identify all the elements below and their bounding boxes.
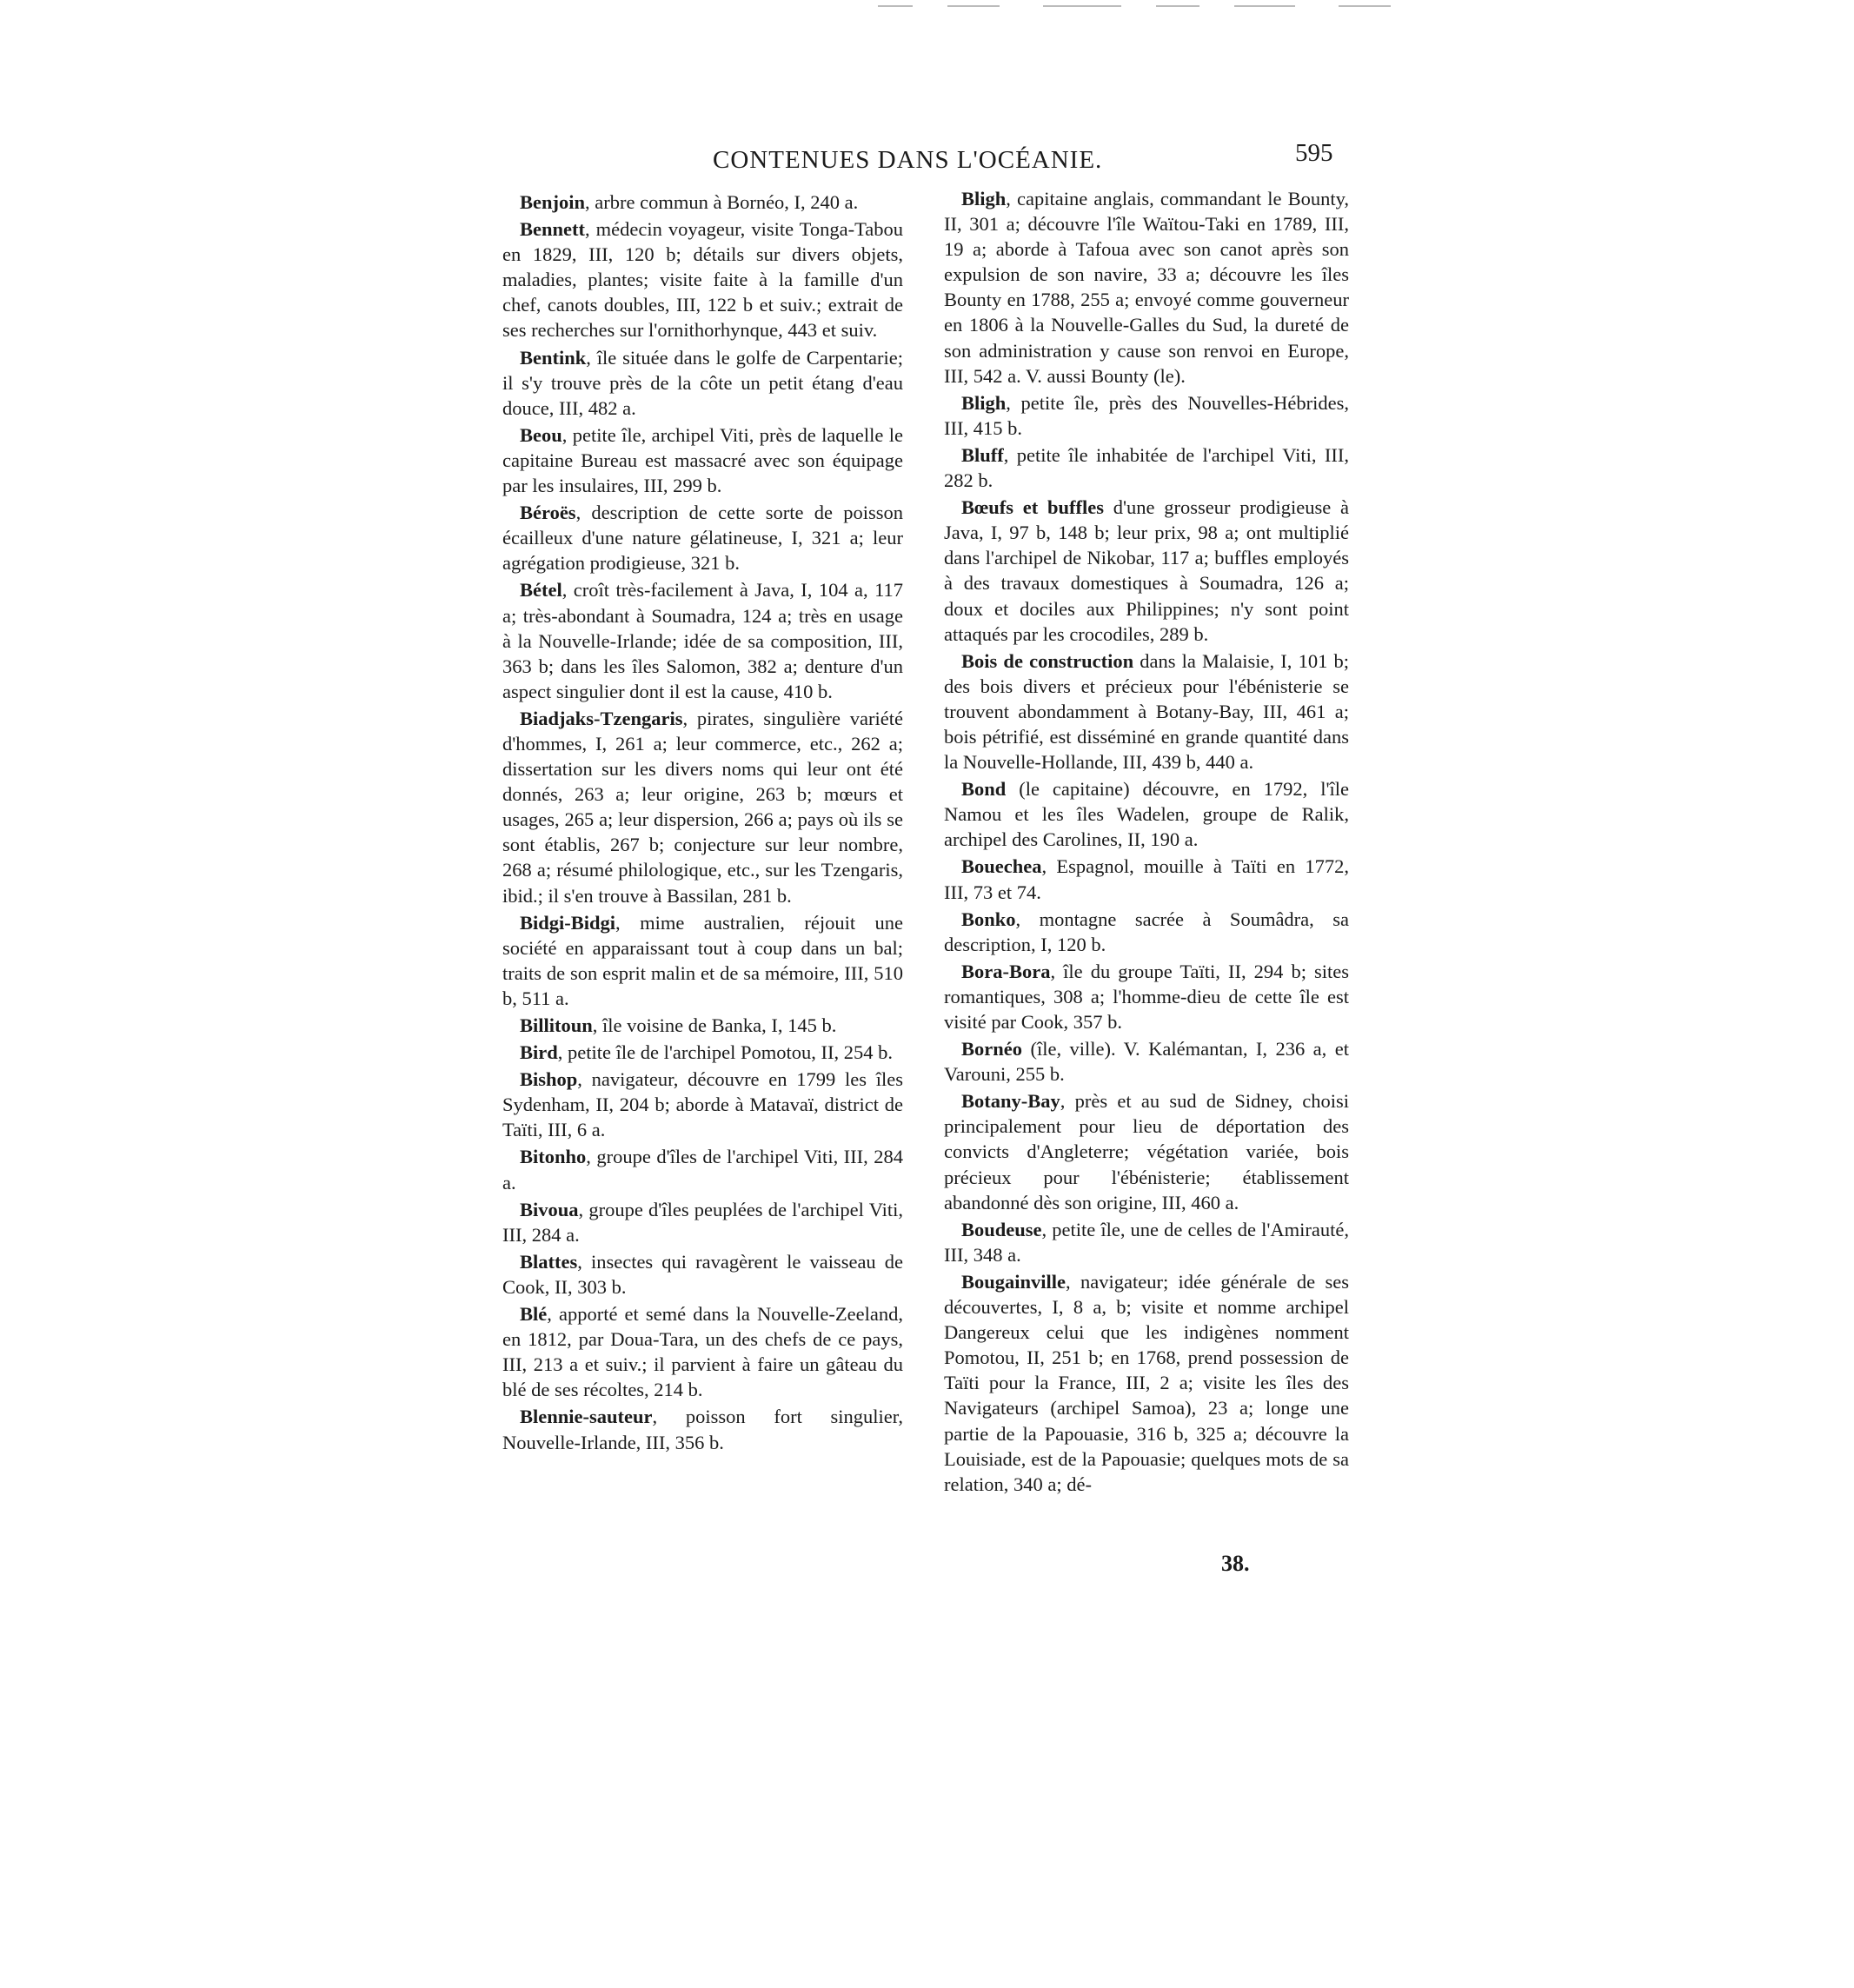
index-entry	[502, 1013, 903, 1038]
index-term: Billitoun	[520, 1014, 593, 1036]
index-entry	[944, 776, 1349, 852]
index-entry	[502, 1301, 903, 1402]
index-text: , pirates, singulière variété d'hommes, I, 261 a; leur commerce, etc., 262 a; dissertation sur les divers noms qui leur ont été donnés, 263 a; leur origine, 263 b; mœurs et usages, 265 a; leur dispersion, 266 a; pays où ils se sont établis, 267 b; conjecture sur leur nombre, 268 a; résumé philologique, etc., sur les Tzengaris, ibid.; il s'en trouve à Bassilan, 281 b.	[502, 707, 903, 907]
index-term: Bird	[520, 1041, 558, 1064]
index-entry	[502, 1040, 903, 1065]
scan-artifact	[1156, 5, 1199, 7]
index-text: , petite île inhabitée de l'archipel Viti, III, 282 b.	[944, 443, 1349, 492]
index-text: , insectes qui ravagèrent le vaisseau de Cook, II, 303 b.	[502, 1250, 903, 1298]
index-term: Bonko	[961, 908, 1016, 930]
index-entry	[944, 1217, 1349, 1267]
index-text: , médecin voyageur, visite Tonga-Tabou en 1829, III, 120 b; détails sur divers objets, maladies, plantes; visite faite à la famille d'un chef, canots doubles, III, 122 b et suiv.; extrait de ses recherches sur l'ornithorhynque, 443 et suiv.	[502, 218, 903, 342]
index-text: , Espagnol, mouille à Taïti en 1772, III, 73 et 74.	[944, 855, 1349, 903]
index-term: Bivoua	[520, 1198, 579, 1220]
index-entry	[944, 390, 1349, 441]
index-entry	[502, 910, 903, 1011]
index-term: Blé	[520, 1303, 548, 1326]
page-number: 595	[1295, 139, 1333, 167]
index-term: Bornéo	[961, 1038, 1022, 1060]
index-column-right	[944, 186, 1349, 1499]
index-text: , croît très-facilement à Java, I, 104 a, 117 a; très-abondant à Soumadra, 124 a; très en usage à la Nouvelle-Irlande; idée de sa composition, III, 363 b; dans les îles Salomon, 382 a; denture d'un aspect singulier dont il est la cause, 410 b.	[502, 579, 903, 702]
index-text: , groupe d'îles de l'archipel Viti, III, 284 a.	[502, 1146, 903, 1193]
index-text: , apporté et semé dans la Nouvelle-Zeeland, en 1812, par Doua-Tara, un des chefs de ce pays, III, 213 a et suiv.; il parvient à faire un gâteau du blé de ses récoltes, 214 b.	[502, 1303, 903, 1401]
index-entry	[502, 706, 903, 908]
index-term: Béroës	[520, 502, 576, 524]
index-entry	[502, 1404, 903, 1454]
index-text: d'une grosseur prodigieuse à Java, I, 97 b, 148 b; leur prix, 98 a; ont multiplié dans l'archipel de Nikobar, 117 a; buffles employés à des travaux domestiques à Soumadra, 126 a; doux et dociles aux Philippines; n'y sont point attaqués par les crocodiles, 289 b.	[944, 496, 1349, 645]
index-term: Biadjaks-Tzengaris	[520, 707, 683, 729]
index-text: , île voisine de Banka, I, 145 b.	[592, 1014, 837, 1036]
index-text: , groupe d'îles peuplées de l'archipel Viti, III, 284 a.	[502, 1198, 903, 1246]
index-text: , poisson fort singulier, Nouvelle-Irlande, III, 356 b.	[502, 1406, 903, 1453]
index-entry	[944, 959, 1349, 1034]
index-text: , arbre commun à Bornéo, I, 240 a.	[585, 191, 859, 213]
index-entry	[502, 422, 903, 498]
scan-artifact	[1043, 5, 1121, 7]
index-term: Bois de construction	[961, 649, 1134, 672]
index-term: Bitonho	[520, 1146, 587, 1168]
scan-artifact	[878, 5, 913, 7]
index-term: Bœufs et buffles	[961, 496, 1104, 519]
index-entry	[944, 495, 1349, 647]
signature-mark: 38.	[1221, 1551, 1250, 1576]
index-text: , près et au sud de Sidney, choisi principalement pour lieu de déportation des convicts d'Angleterre; végétation variée, bois précieux pour l'ébénisterie; établissement abandonné dès son origine, III, 460 a.	[944, 1090, 1349, 1213]
index-entry	[502, 577, 903, 703]
index-text: , montagne sacrée à Soumâdra, sa description, I, 120 b.	[944, 908, 1349, 955]
index-term: Bligh	[961, 391, 1007, 414]
index-entry	[944, 1269, 1349, 1497]
index-term: Bluff	[961, 443, 1004, 466]
index-text: , petite île, une de celles de l'Amirauté, III, 348 a.	[944, 1218, 1349, 1266]
index-text: dans la Malaisie, I, 101 b; des bois divers et précieux pour l'ébénisterie se trouvent abondamment à Botany-Bay, III, 461 a; bois pétrifié, est disséminé en grande quantité dans la Nouvelle-Hollande, III, 439 b, 440 a.	[944, 649, 1349, 774]
index-entry	[502, 189, 903, 215]
index-entry	[944, 907, 1349, 957]
index-text: , petite île, près des Nouvelles-Hébrides, III, 415 b.	[944, 391, 1349, 439]
index-term: Benjoin	[520, 191, 586, 213]
index-entry	[502, 1144, 903, 1194]
scan-artifact	[947, 5, 1000, 7]
index-text: , île située dans le golfe de Carpentarie; il s'y trouve près de la côte un petit étang d'eau douce, III, 482 a.	[502, 346, 903, 419]
index-term: Boudeuse	[961, 1218, 1042, 1240]
index-entry	[502, 216, 903, 342]
index-text: , petite île, archipel Viti, près de laquelle le capitaine Bureau est massacré avec son équipage par les insulaires, III, 299 b.	[502, 423, 903, 497]
index-text: , île du groupe Taïti, II, 294 b; sites romantiques, 308 a; l'homme-dieu de cette île est visité par Cook, 357 b.	[944, 960, 1349, 1033]
index-text: , capitaine anglais, commandant le Bounty, II, 301 a; découvre l'île Waïtou-Taki en 1789, III, 19 a; aborde à Tafoua avec son canot après son expulsion de son navire, 33 a; découvre les îles Bounty en 1788, 255 a; envoyé comme gouverneur en 1806 à la Nouvelle-Galles du Sud, la dureté de son administration y cause son renvoi en Europe, III, 542 a. V. aussi Bounty (le).	[944, 188, 1349, 387]
index-term: Bouechea	[961, 855, 1042, 878]
index-term: Bétel	[520, 579, 562, 602]
index-term: Bennett	[520, 218, 585, 241]
index-term: Bentink	[520, 346, 587, 369]
index-entry	[944, 1088, 1349, 1214]
index-entry	[944, 1036, 1349, 1087]
index-text: , mime australien, réjouit une société en apparaissant tout à coup dans un bal; traits de son esprit malin et de sa mémoire, III, 510 b, 511 a.	[502, 911, 903, 1009]
scan-artifact	[1234, 5, 1295, 7]
index-term: Bidgi-Bidgi	[520, 911, 616, 934]
index-text: (le capitaine) découvre, en 1792, l'île Namou et les îles Wadelen, groupe de Ralik, archipel des Carolines, II, 190 a.	[944, 778, 1349, 851]
index-term: Bishop	[520, 1068, 578, 1091]
index-term: Bora-Bora	[961, 960, 1051, 982]
index-entry	[502, 1249, 903, 1300]
index-entry	[502, 500, 903, 575]
index-entry	[502, 1197, 903, 1247]
index-entry	[944, 186, 1349, 389]
index-term: Blattes	[520, 1250, 578, 1273]
index-term: Bligh	[961, 188, 1007, 209]
index-entry	[502, 1067, 903, 1142]
index-term: Botany-Bay	[961, 1090, 1060, 1113]
running-header-title: CONTENUES DANS L'OCÉANIE.	[713, 146, 1103, 174]
index-term: Bond	[961, 778, 1007, 801]
index-entry	[944, 648, 1349, 775]
scan-artifact	[1339, 5, 1391, 7]
index-term: Blennie-sauteur	[520, 1406, 653, 1428]
index-text: , navigateur; idée générale de ses découvertes, I, 8 a, b; visite et nomme archipel Dangereux celui que les indigènes nomment Pomotou, II, 251 b; en 1768, prend possession de Taïti pour la France, III, 2 a; visite les îles des Navigateurs (archipel Samoa), 23 a; longe une partie de la Papouasie, 316 b, 325 a; découvre la Louisiade, est de la Papouasie; quelques mots de sa relation, 340 a; dé-	[944, 1270, 1349, 1495]
index-text: , navigateur, découvre en 1799 les îles Sydenham, II, 204 b; aborde à Matavaï, district de Taïti, III, 6 a.	[502, 1068, 903, 1141]
index-text: , petite île de l'archipel Pomotou, II, 254 b.	[557, 1041, 893, 1064]
index-term: Beou	[520, 423, 562, 446]
index-column-left	[502, 189, 903, 1457]
index-term: Bougainville	[961, 1270, 1067, 1293]
index-entry	[944, 442, 1349, 493]
index-entry	[502, 345, 903, 421]
index-text: , description de cette sorte de poisson écailleux d'une nature gélatineuse, I, 321 a; leur agrégation prodigieuse, 321 b.	[502, 502, 903, 575]
index-text: (île, ville). V. Kalémantan, I, 236 a, et Varouni, 255 b.	[944, 1038, 1349, 1086]
index-entry	[944, 854, 1349, 904]
